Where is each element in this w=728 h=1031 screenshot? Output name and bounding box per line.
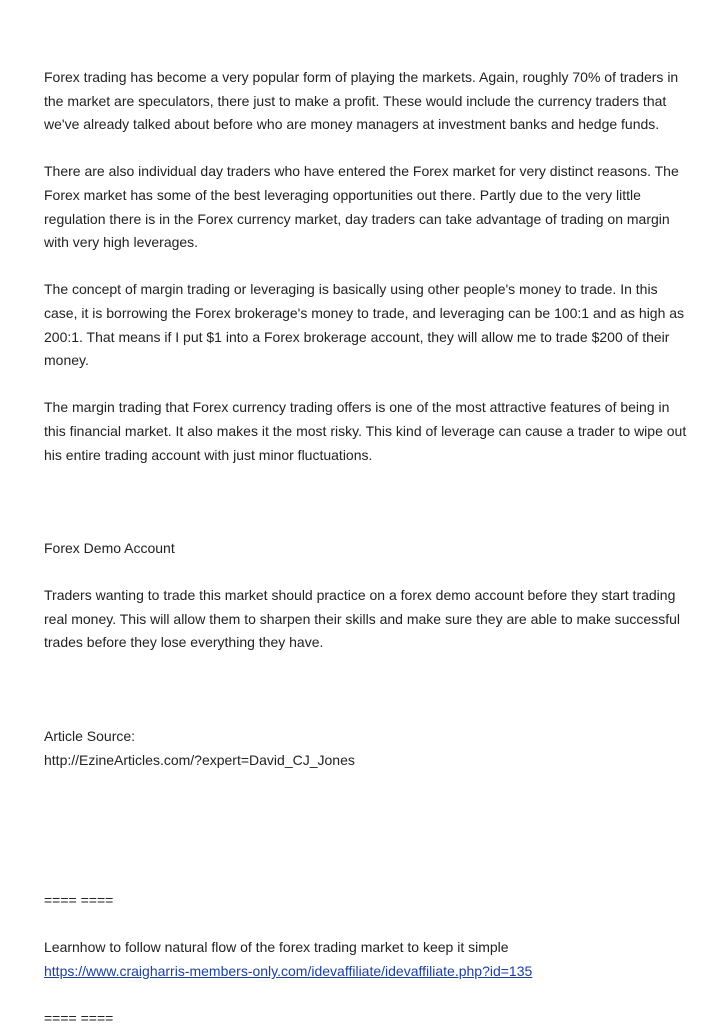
- article-source-label: Article Source:: [44, 728, 136, 745]
- promo-link[interactable]: https://www.craigharris-members-only.com/idevaffiliate/idevaffiliate.php?id=135: [44, 963, 533, 980]
- document-page: [44, 66, 694, 1031]
- separator-top: ==== ====: [44, 892, 114, 909]
- section-heading: Forex Demo Account: [44, 540, 175, 557]
- paragraph-day-traders: There are also individual day traders who have entered the Forex market for very distinct reasons. The Forex market has some of the best leveraging opportunities out there. Partly due to the very little regulation there is in the Forex currency market, day traders can take advantage of trading on margin with very high leverages.: [44, 163, 679, 251]
- paragraph-margin-concept: The concept of margin trading or leveraging is basically using other people's money to trade. In this case, it is borrowing the Forex brokerage's money to trade, and leveraging can be 100:1 and as high as 200:1. That means if I put $1 into a Forex brokerage account, they will allow me to trade $200 of their money.: [44, 281, 685, 369]
- separator-bottom: ==== ====: [44, 1010, 114, 1027]
- paragraph-demo-account: Traders wanting to trade this market should practice on a forex demo account before they start trading real money. This will allow them to sharpen their skills and make sure they are able to make successful trades before they lose everything they have.: [44, 587, 680, 651]
- article-source-url: http://EzineArticles.com/?expert=David_CJ_Jones: [44, 751, 355, 768]
- promo-text: Learnhow to follow natural flow of the forex trading market to keep it simple: [44, 939, 509, 956]
- paragraph-margin-risk: The margin trading that Forex currency trading offers is one of the most attractive features of being in this financial market. It also makes it the most risky. This kind of leverage can cause a trader to wipe out his entire trading account with just minor fluctuations.: [44, 399, 687, 463]
- paragraph-speculators: Forex trading has become a very popular form of playing the markets. Again, roughly 70% of traders in the market are speculators, there just to make a profit. These would include the currency traders that we've already talked about before who are money managers at investment banks and hedge funds.: [44, 69, 679, 133]
